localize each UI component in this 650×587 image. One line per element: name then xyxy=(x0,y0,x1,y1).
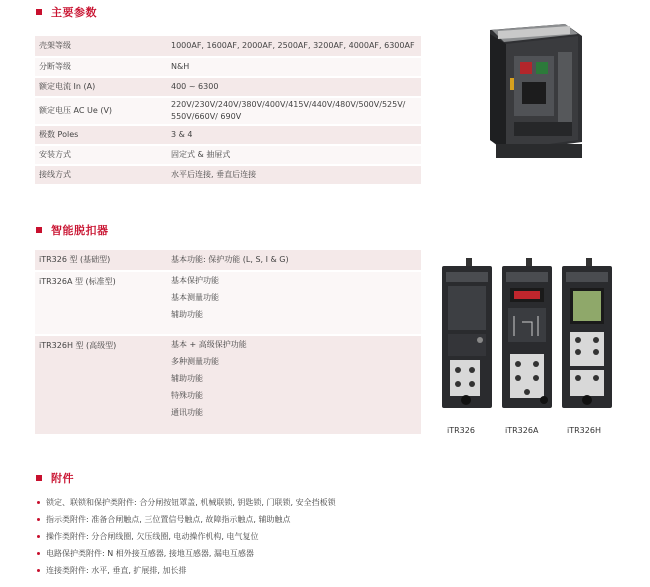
accessory-text: 电路保护类附件: N 相外接互感器, 接地互感器, 漏电互感器 xyxy=(46,549,254,558)
table-row xyxy=(35,36,421,56)
trip-unit-table xyxy=(35,248,421,436)
list-item xyxy=(37,528,336,545)
trip-function: 基本测量功能 xyxy=(171,293,219,302)
table-row xyxy=(35,166,421,184)
param-key: 安装方式 xyxy=(35,146,167,164)
itr326h-device-icon xyxy=(562,258,612,408)
accessories-section-title: 附件 xyxy=(51,472,74,485)
param-key: 额定电压 AC Ue (V) xyxy=(35,98,167,124)
table-row xyxy=(35,78,421,96)
param-value: N&H xyxy=(167,58,421,76)
param-value: 固定式 & 抽屉式 xyxy=(167,146,421,164)
trip-function: 通讯功能 xyxy=(171,408,203,417)
trip-unit-functions xyxy=(167,250,421,270)
param-key: 极数 Poles xyxy=(35,126,167,144)
accessory-text: 连接类附件: 水平, 垂直, 扩展排, 加长排 xyxy=(46,566,187,575)
bullet-square-icon xyxy=(36,9,42,15)
param-value: 3 & 4 xyxy=(167,126,421,144)
param-value: 1000AF, 1600AF, 2000AF, 2500AF, 3200AF, 4000AF, 6300AF xyxy=(167,36,421,56)
list-item xyxy=(37,494,336,511)
trip-caption: iTR326 xyxy=(447,426,475,435)
table-row xyxy=(35,98,421,124)
trip-section-header xyxy=(36,222,109,238)
trip-unit-functions xyxy=(167,336,421,434)
trip-unit-name: iTR326 型 (基础型) xyxy=(35,250,167,270)
table-row xyxy=(35,146,421,164)
list-item xyxy=(37,562,336,579)
table-row xyxy=(35,250,421,270)
trip-function: 基本功能: 保护功能 (L, S, I & G) xyxy=(171,255,289,264)
trip-function: 特殊功能 xyxy=(171,391,203,400)
bullet-dot-icon xyxy=(37,535,40,538)
param-value xyxy=(167,98,421,124)
trip-units-image xyxy=(436,258,636,418)
accessories-list xyxy=(37,494,336,579)
bullet-square-icon xyxy=(36,475,42,481)
bullet-dot-icon xyxy=(37,552,40,555)
trip-function: 辅助功能 xyxy=(171,310,203,319)
table-row xyxy=(35,126,421,144)
param-key: 额定电流 In (A) xyxy=(35,78,167,96)
trip-unit-name: iTR326A 型 (标准型) xyxy=(35,272,167,334)
list-item xyxy=(37,511,336,528)
trip-function: 辅助功能 xyxy=(171,374,203,383)
params-table xyxy=(35,34,421,186)
trip-caption: iTR326H xyxy=(567,426,601,435)
trip-caption: iTR326A xyxy=(505,426,539,435)
param-value: 水平后连接, 垂直后连接 xyxy=(167,166,421,184)
params-section-header xyxy=(36,4,97,20)
table-row xyxy=(35,272,421,334)
param-key: 分断等级 xyxy=(35,58,167,76)
bullet-square-icon xyxy=(36,227,42,233)
accessory-text: 锁定、联锁和保护类附件: 合分闸按钮罩盖, 机械联锁, 钥匙锁, 门联锁, 安全挡板锁 xyxy=(46,498,336,507)
trip-section-title: 智能脱扣器 xyxy=(51,224,109,237)
param-key: 壳架等级 xyxy=(35,36,167,56)
table-row xyxy=(35,336,421,434)
bullet-dot-icon xyxy=(37,518,40,521)
param-value-line: 220V/230V/240V/380V/400V/415V/440V/480V/500V/525V/ xyxy=(171,100,406,109)
list-item xyxy=(37,545,336,562)
accessory-text: 指示类附件: 准备合闸触点, 三位置信号触点, 故障指示触点, 辅助触点 xyxy=(46,515,291,524)
trip-unit-name: iTR326H 型 (高级型) xyxy=(35,336,167,434)
table-row xyxy=(35,58,421,76)
params-section-title: 主要参数 xyxy=(51,6,97,19)
circuit-breaker-image xyxy=(470,22,590,172)
itr326-device-icon xyxy=(442,258,492,408)
trip-function: 多种测量功能 xyxy=(171,357,219,366)
param-key: 接线方式 xyxy=(35,166,167,184)
itr326a-device-icon xyxy=(502,258,552,408)
trip-function: 基本 + 高级保护功能 xyxy=(171,340,247,349)
accessories-section-header xyxy=(36,470,74,486)
param-value-line: 550V/660V/ 690V xyxy=(171,112,242,121)
trip-unit-functions xyxy=(167,272,421,334)
trip-function: 基本保护功能 xyxy=(171,276,219,285)
bullet-dot-icon xyxy=(37,501,40,504)
accessory-text: 操作类附件: 分合闸线圈, 欠压线圈, 电动操作机构, 电气复位 xyxy=(46,532,259,541)
param-value: 400 ~ 6300 xyxy=(167,78,421,96)
bullet-dot-icon xyxy=(37,569,40,572)
